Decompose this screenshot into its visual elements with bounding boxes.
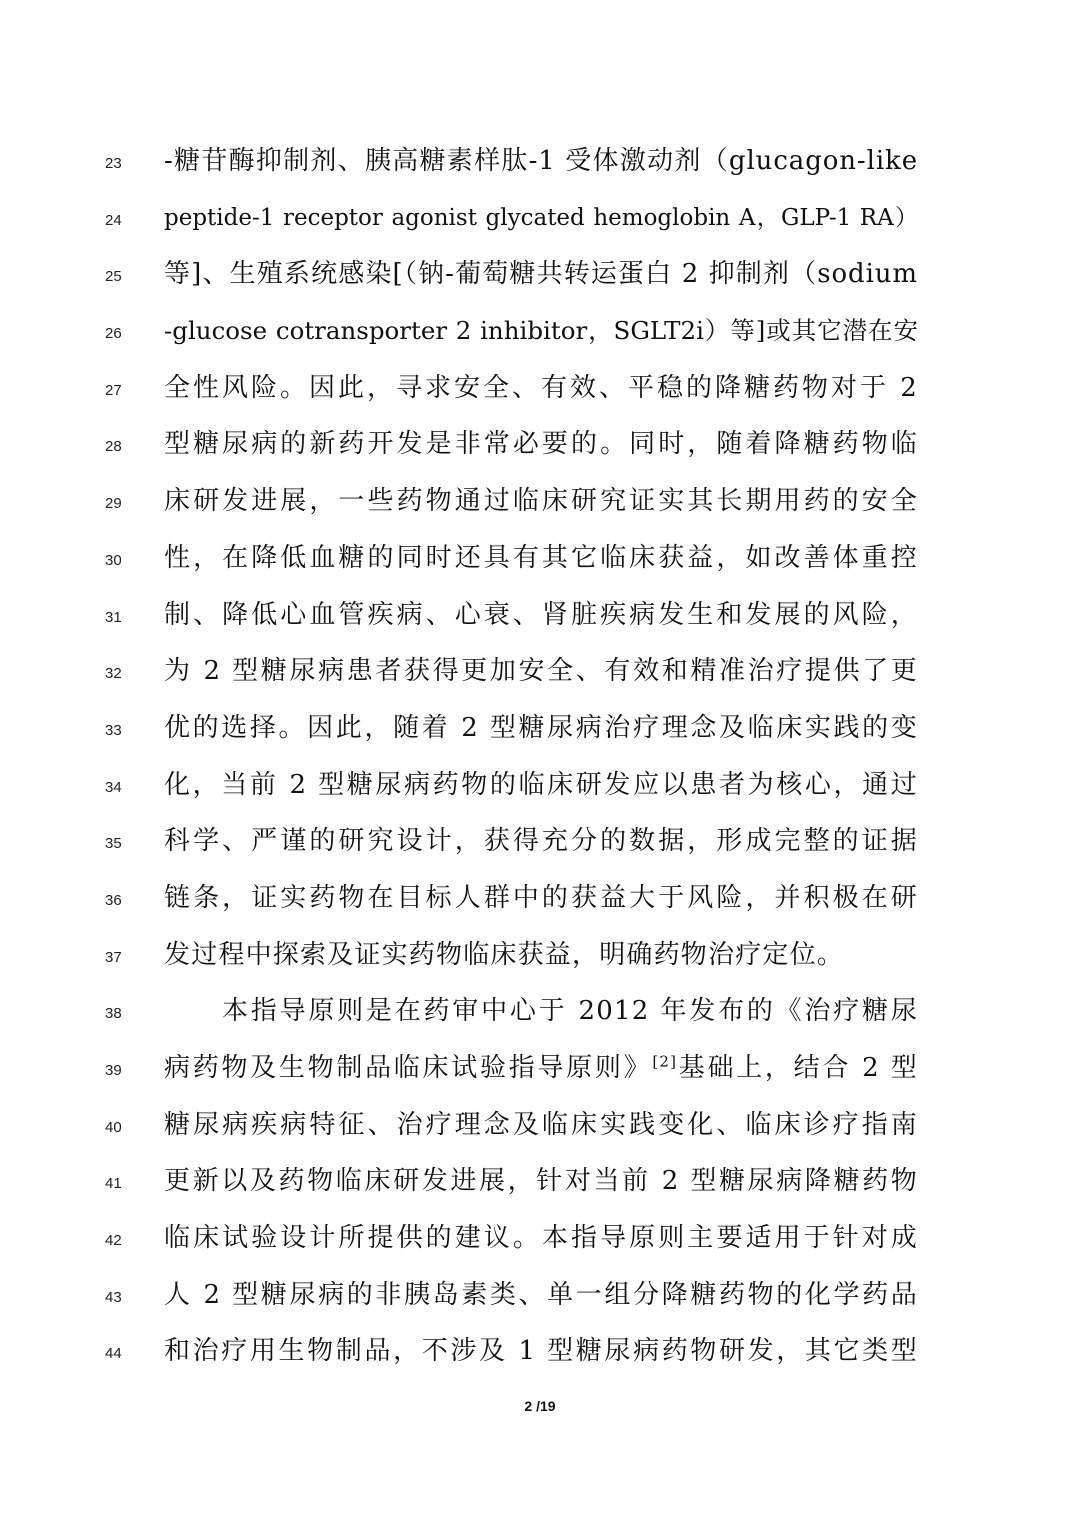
line-number: 25: [105, 268, 122, 286]
text-line: [0, 1210, 1080, 1267]
line-number: 23: [105, 155, 122, 172]
line-number: 26: [105, 325, 122, 343]
text-line: [0, 1267, 1080, 1324]
text-line: [0, 133, 1080, 190]
text-lines: [0, 133, 1080, 1380]
text-line: [0, 190, 1080, 247]
line-number: 38: [105, 1005, 122, 1023]
line-number: 34: [105, 778, 122, 796]
text-line: [0, 813, 1080, 870]
line-text: peptide-1 receptor agonist glycated hemoglobin A，GLP-1 RA）: [164, 204, 918, 231]
line-text: 更新以及药物临床研发进展，针对当前 2 型糖尿病降糖药物: [164, 1166, 918, 1197]
line-number: 30: [105, 551, 122, 569]
text-line: [0, 757, 1080, 814]
text-line: [0, 870, 1080, 927]
text-line: [0, 1040, 1080, 1097]
line-text: 化，当前 2 型糖尿病药物的临床研发应以患者为核心，通过: [164, 769, 918, 800]
text-line: [0, 1323, 1080, 1380]
line-number: 43: [105, 1288, 122, 1306]
line-number: 31: [105, 608, 122, 626]
line-text: 型糖尿病的新药开发是非常必要的。同时，随着降糖药物临: [164, 429, 918, 460]
text-line: [0, 927, 1080, 984]
line-text: 发过程中探索及证实药物临床获益，明确药物治疗定位。: [164, 939, 845, 970]
text-line: [0, 416, 1080, 473]
text-line: [0, 1153, 1080, 1210]
line-text: -glucose cotransporter 2 inhibitor，SGLT2i）等]或其它潜在安: [164, 316, 918, 346]
line-number: 29: [105, 495, 122, 513]
line-number: 44: [105, 1345, 122, 1363]
text-line: [0, 1097, 1080, 1154]
line-text: 为 2 型糖尿病患者获得更加安全、有效和精准治疗提供了更: [164, 656, 918, 687]
line-text: 链条，证实药物在目标人群中的获益大于风险，并积极在研: [164, 882, 918, 913]
line-text: 性，在降低血糖的同时还具有其它临床获益，如改善体重控: [164, 542, 918, 573]
reference-superscript: [2]: [652, 1052, 678, 1071]
text-line: [0, 983, 1080, 1040]
line-text: [164, 1052, 918, 1084]
line-number: 27: [105, 381, 122, 399]
text-line: [0, 473, 1080, 530]
line-number: 41: [105, 1175, 122, 1193]
line-text: 和治疗用生物制品，不涉及 1 型糖尿病药物研发，其它类型: [164, 1336, 918, 1367]
line-number: 24: [105, 211, 122, 229]
line-text: 本指导原则是在药审中心于 2012 年发布的《治疗糖尿: [222, 996, 918, 1027]
text-line: [0, 303, 1080, 360]
page-number: 2 /19: [524, 1398, 556, 1414]
text-line: [0, 587, 1080, 644]
line-text: 科学、严谨的研究设计，获得充分的数据，形成完整的证据: [164, 826, 918, 857]
line-text-after-ref: 基础上，结合 2 型: [677, 1053, 919, 1083]
text-line: [0, 360, 1080, 417]
line-text: 糖尿病疾病特征、治疗理念及临床实践变化、临床诊疗指南: [164, 1109, 918, 1140]
line-text: 全性风险。因此，寻求安全、有效、平稳的降糖药物对于 2: [164, 372, 918, 403]
text-line: [0, 643, 1080, 700]
line-number: 32: [105, 665, 122, 683]
line-text: 床研发进展，一些药物通过临床研究证实其长期用药的安全: [164, 486, 918, 517]
line-number: 39: [105, 1062, 122, 1079]
line-number: 37: [105, 948, 122, 966]
line-number: 33: [105, 721, 122, 739]
text-line: [0, 700, 1080, 757]
line-number: 36: [105, 891, 122, 909]
text-line: [0, 246, 1080, 303]
line-text: 人 2 型糖尿病的非胰岛素类、单一组分降糖药物的化学药品: [164, 1279, 918, 1310]
line-number: 40: [105, 1118, 122, 1136]
line-text: 制、降低心血管疾病、心衰、肾脏疾病发生和发展的风险，: [164, 599, 918, 630]
line-number: 35: [105, 835, 122, 853]
line-text: -糖苷酶抑制剂、胰高糖素样肽-1 受体激动剂（glucagon-like: [164, 146, 918, 176]
line-number: 42: [105, 1232, 122, 1250]
line-number: 28: [105, 438, 122, 456]
line-text: 等]、生殖系统感染[（钠-葡萄糖共转运蛋白 2 抑制剂（sodium: [164, 259, 918, 290]
line-text: 优的选择。因此，随着 2 型糖尿病治疗理念及临床实践的变: [164, 712, 918, 743]
text-line: [0, 530, 1080, 587]
line-text-before-ref: 病药物及生物制品临床试验指导原则》: [164, 1053, 653, 1083]
line-text: 临床试验设计所提供的建议。本指导原则主要适用于针对成: [164, 1223, 918, 1254]
